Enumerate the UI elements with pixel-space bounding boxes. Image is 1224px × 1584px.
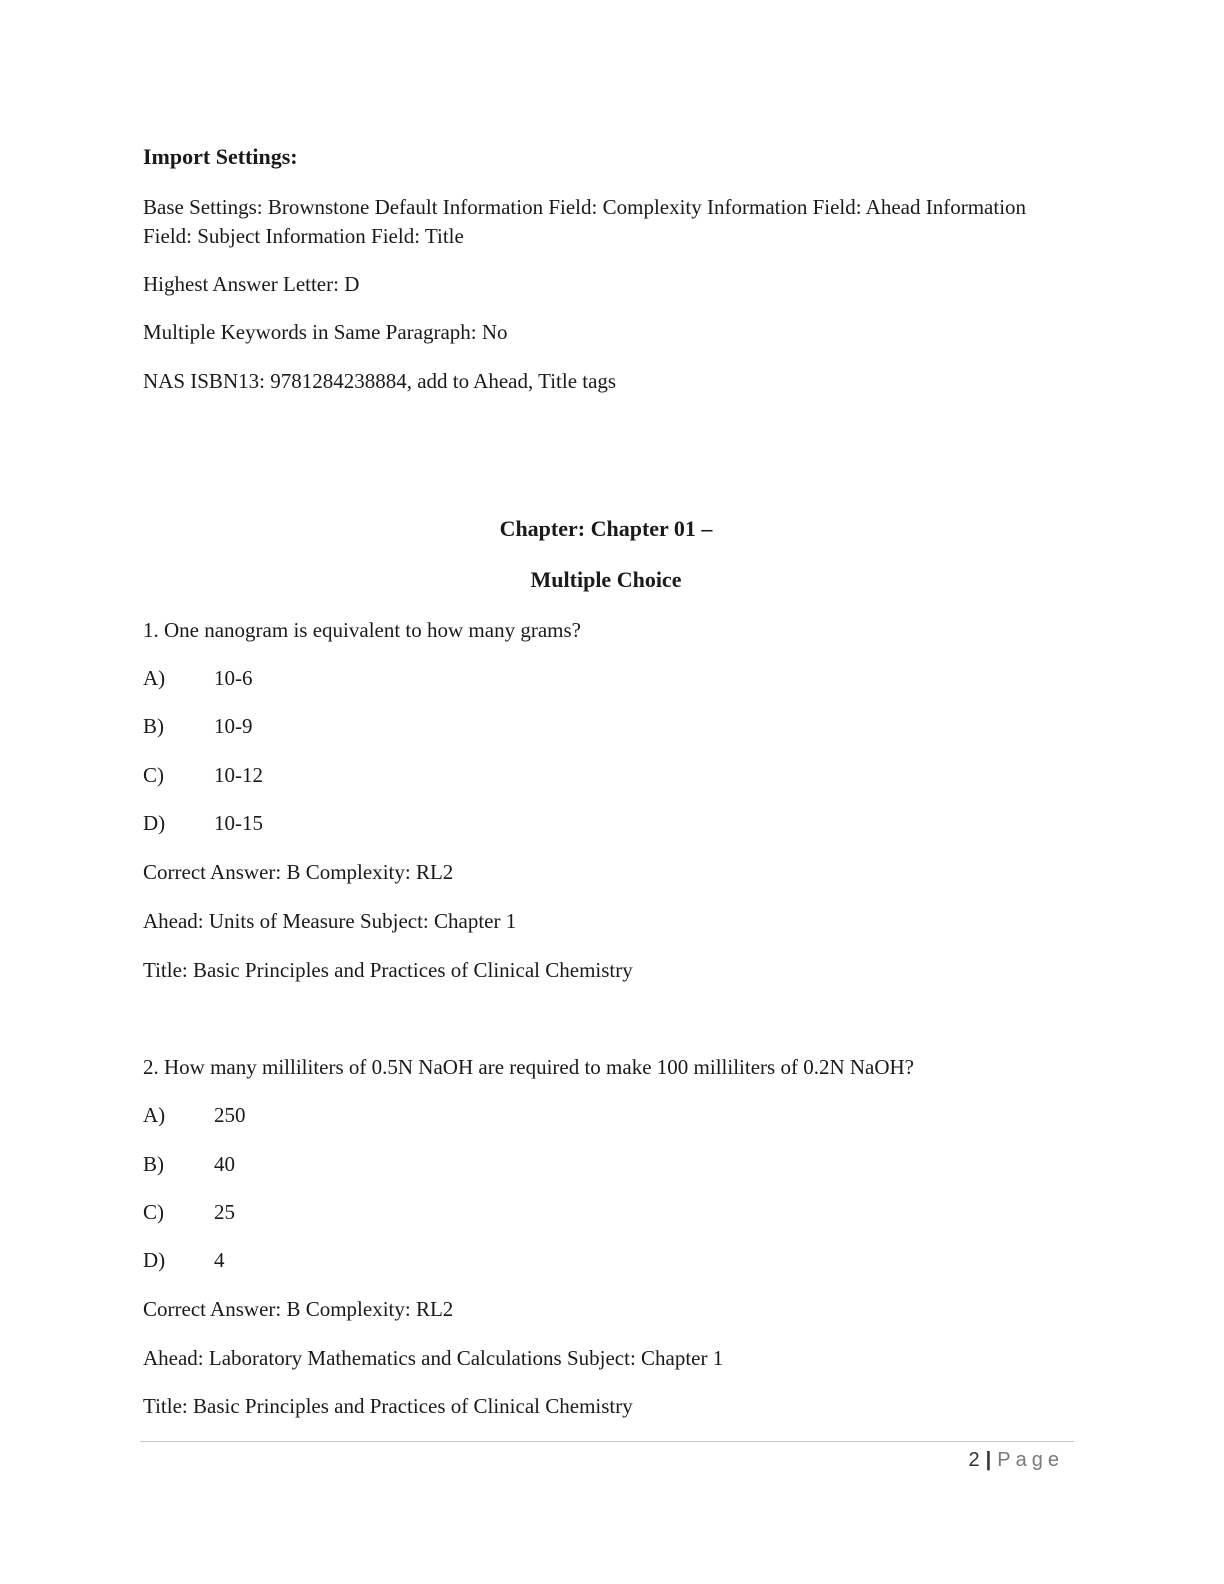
page-label: Page	[997, 1449, 1064, 1471]
option-letter: A)	[143, 1103, 166, 1127]
option-letter: B)	[143, 714, 164, 738]
option-value: 4	[214, 1248, 225, 1272]
option-value: 250	[214, 1103, 246, 1127]
highest-answer-letter: Highest Answer Letter: D	[143, 272, 360, 296]
question-prompt: 2. How many milliliters of 0.5N NaOH are required to make 100 milliliters of 0.2N NaOH?	[143, 1055, 914, 1079]
option-letter: D)	[143, 811, 166, 835]
import-settings-heading: Import Settings:	[143, 144, 298, 169]
title-line: Title: Basic Principles and Practices of Clinical Chemistry	[143, 958, 633, 982]
nas-isbn-setting: NAS ISBN13: 9781284238884, add to Ahead, Title tags	[143, 369, 617, 393]
option-value: 40	[214, 1152, 235, 1176]
title-line: Title: Basic Principles and Practices of Clinical Chemistry	[143, 1394, 633, 1418]
option-letter: D)	[143, 1248, 166, 1272]
option-value: 10-6	[214, 666, 253, 690]
section-title: Multiple Choice	[530, 567, 682, 592]
option-value: 10-12	[214, 763, 263, 787]
correct-answer-line: Correct Answer: B Complexity: RL2	[143, 860, 454, 884]
footer-divider	[140, 1441, 1074, 1442]
base-settings-line-1: Base Settings: Brownstone Default Information Field: Complexity Information Field: Ahead Information	[143, 195, 1027, 219]
option-value: 25	[214, 1200, 235, 1224]
option-value: 10-9	[214, 714, 253, 738]
base-settings-line-2: Field: Subject Information Field: Title	[143, 224, 464, 248]
question-prompt: 1. One nanogram is equivalent to how many grams?	[143, 618, 581, 642]
multiple-keywords-setting: Multiple Keywords in Same Paragraph: No	[143, 320, 508, 344]
option-letter: B)	[143, 1152, 164, 1176]
chapter-title: Chapter: Chapter 01 –	[499, 516, 713, 541]
ahead-subject-line: Ahead: Laboratory Mathematics and Calculations Subject: Chapter 1	[143, 1346, 724, 1370]
page-number: 2	[968, 1449, 980, 1471]
correct-answer-line: Correct Answer: B Complexity: RL2	[143, 1297, 454, 1321]
option-letter: C)	[143, 1200, 164, 1224]
footer-separator: |	[985, 1449, 992, 1471]
option-value: 10-15	[214, 811, 263, 835]
ahead-subject-line: Ahead: Units of Measure Subject: Chapter 1	[143, 909, 517, 933]
page-footer	[969, 1446, 1064, 1474]
option-letter: C)	[143, 763, 164, 787]
option-letter: A)	[143, 666, 166, 690]
